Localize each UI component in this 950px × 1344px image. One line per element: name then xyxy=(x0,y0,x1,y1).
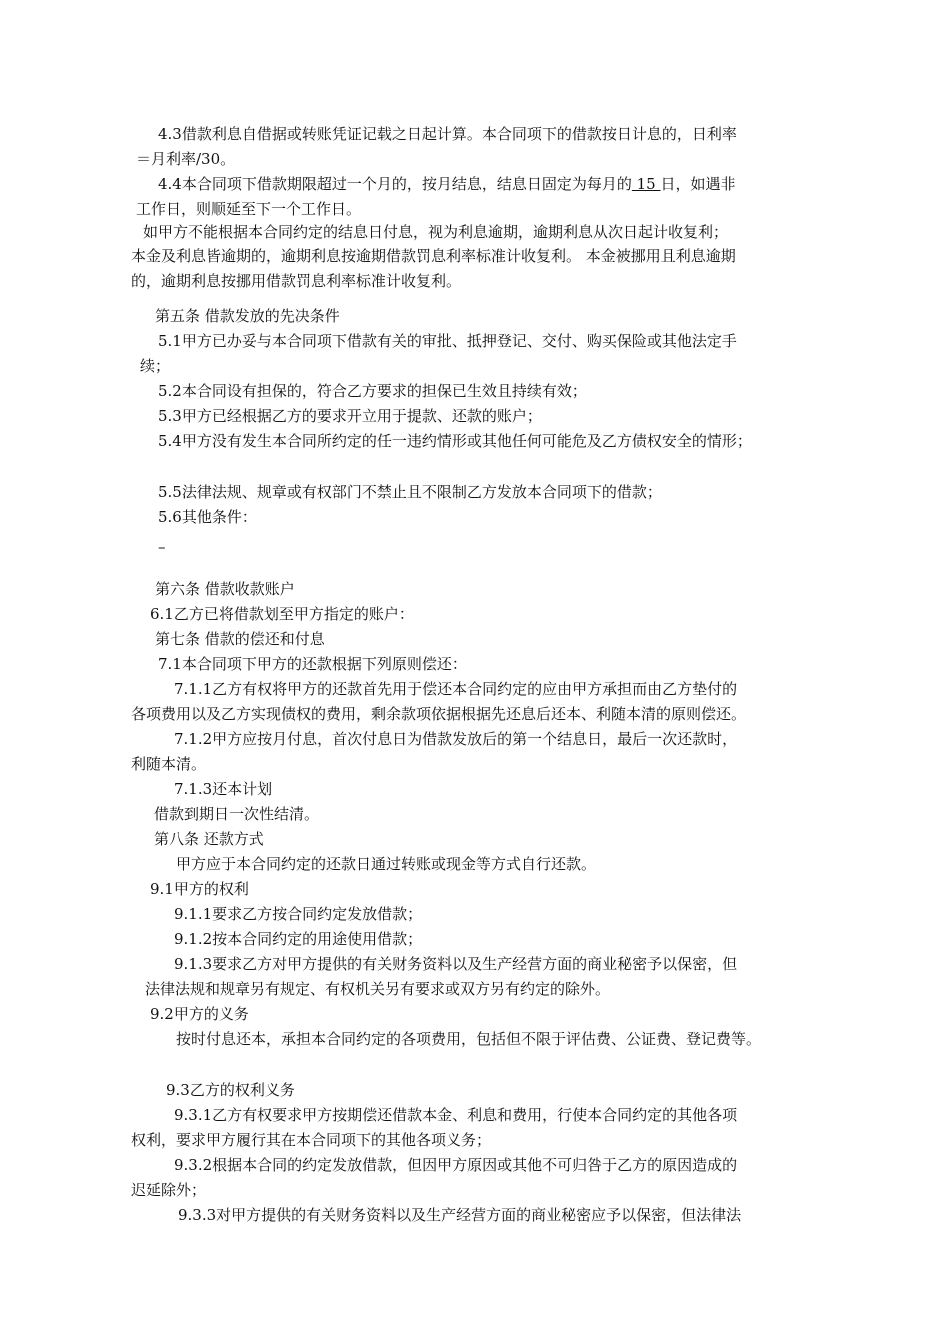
clause-9-2-text: 按时付息还本，承担本合同约定的各项费用，包括但不限于评估费、公证费、登记费等。 xyxy=(176,1030,762,1048)
clause-4-4-text-a: 4.4本合同项下借款期限超过一个月的，按月结息，结息日固定为每月的 xyxy=(158,175,632,193)
article-6-heading: 第六条 借款收款账户 xyxy=(155,580,295,598)
clause-9-3-3-line-1: 9.3.3对甲方提供的有关财务资料以及生产经营方面的商业秘密应予以保密，但法律法 xyxy=(178,1206,742,1224)
clause-9-1: 9.1甲方的权利 xyxy=(150,880,249,898)
clause-5-4: 5.4甲方没有发生本合同所约定的任一违约情形或其他任何可能危及乙方债权安全的情形； xyxy=(158,432,752,450)
clause-5-6: 5.6其他条件： xyxy=(158,508,257,526)
clause-7-1-2-line-1: 7.1.2甲方应按月付息，首次付息日为借款发放后的第一个结息日，最后一次还款时， xyxy=(174,730,738,748)
clause-7-1-1-line-2: 各项费用以及乙方实现债权的费用，剩余款项依据根据先还息后还本、利随本清的原则偿还。 xyxy=(131,705,747,723)
clause-5-2: 5.2本合同设有担保的，符合乙方要求的担保已生效且持续有效； xyxy=(158,382,587,400)
clause-9-3: 9.3乙方的权利义务 xyxy=(166,1081,295,1099)
clause-9-1-2: 9.1.2按本合同约定的用途使用借款； xyxy=(174,930,423,948)
clause-5-3: 5.3甲方已经根据乙方的要求开立用于提款、还款的账户； xyxy=(158,407,542,425)
clause-9-3-1-line-1: 9.3.1乙方有权要求甲方按期偿还借款本金、利息和费用，行使本合同约定的其他各项 xyxy=(174,1106,738,1124)
clause-4-4-line-2: 工作日，则顺延至下一个工作日。 xyxy=(136,200,362,218)
clause-4-4-text-b: 日，如遇非 xyxy=(660,175,736,193)
clause-9-1-3-line-2: 法律法规和规章另有规定、有权机关另有要求或双方另有约定的除外。 xyxy=(145,980,611,998)
overdue-para-line-3: 的，逾期利息按挪用借款罚息利率标准计收复利。 xyxy=(131,272,462,290)
clause-9-1-1: 9.1.1要求乙方按合同约定发放借款； xyxy=(174,905,423,923)
clause-9-3-2-line-1: 9.3.2根据本合同的约定发放借款，但因甲方原因或其他不可归咎于乙方的原因造成的 xyxy=(174,1156,738,1174)
repayment-plan-text: 借款到期日一次性结清。 xyxy=(154,805,320,823)
clause-4-3-line-2: ＝月利率/30。 xyxy=(136,150,236,168)
overdue-para-line-2: 本金及利息皆逾期的，逾期利息按逾期借款罚息利率标准计收复利。 本金被挪用且利息逾期 xyxy=(131,247,736,265)
clause-5-1-line-1: 5.1甲方已办妥与本合同项下借款有关的审批、抵押登记、交付、购买保险或其他法定手 xyxy=(158,332,737,350)
article-8-text: 甲方应于本合同约定的还款日通过转账或现金等方式自行还款。 xyxy=(176,855,597,873)
clause-9-2: 9.2甲方的义务 xyxy=(150,1005,249,1023)
clause-7-1-2-line-2: 利随本清。 xyxy=(131,755,207,773)
clause-7-1-1-line-1: 7.1.1乙方有权将甲方的还款首先用于偿还本合同约定的应由甲方承担而由乙方垫付的 xyxy=(174,680,738,698)
clause-5-5: 5.5法律法规、规章或有权部门不禁止且不限制乙方发放本合同项下的借款； xyxy=(158,483,662,501)
article-5-heading: 第五条 借款发放的先决条件 xyxy=(155,307,340,325)
clause-5-1-line-2: 续； xyxy=(140,357,171,375)
clause-4-3-line-1: 4.3借款利息自借据或转账凭证记载之日起计算。本合同项下的借款按日计息的，日利率 xyxy=(158,125,737,143)
clause-9-3-1-line-2: 权利，要求甲方履行其在本合同项下的其他各项义务； xyxy=(131,1131,492,1149)
clause-4-4-line-1 xyxy=(158,173,736,195)
overdue-para-line-1: 如甲方不能根据本合同约定的结息日付息，视为利息逾期，逾期利息从次日起计收复利； xyxy=(143,223,729,241)
clause-9-3-2-line-2: 迟延除外； xyxy=(131,1181,207,1199)
clause-7-1: 7.1本合同项下甲方的还款根据下列原则偿还： xyxy=(158,655,467,673)
clause-6-1: 6.1乙方已将借款划至甲方指定的账户： xyxy=(150,605,414,623)
clause-7-1-3: 7.1.3还本计划 xyxy=(174,780,273,798)
article-7-heading: 第七条 借款的偿还和付息 xyxy=(155,630,325,648)
clause-5-6-dash: – xyxy=(158,538,166,556)
clause-9-1-3-line-1: 9.1.3要求乙方对甲方提供的有关财务资料以及生产经营方面的商业秘密予以保密，但 xyxy=(174,955,738,973)
settlement-day-field: 15 xyxy=(631,175,661,193)
article-8-heading: 第八条 还款方式 xyxy=(154,830,264,848)
